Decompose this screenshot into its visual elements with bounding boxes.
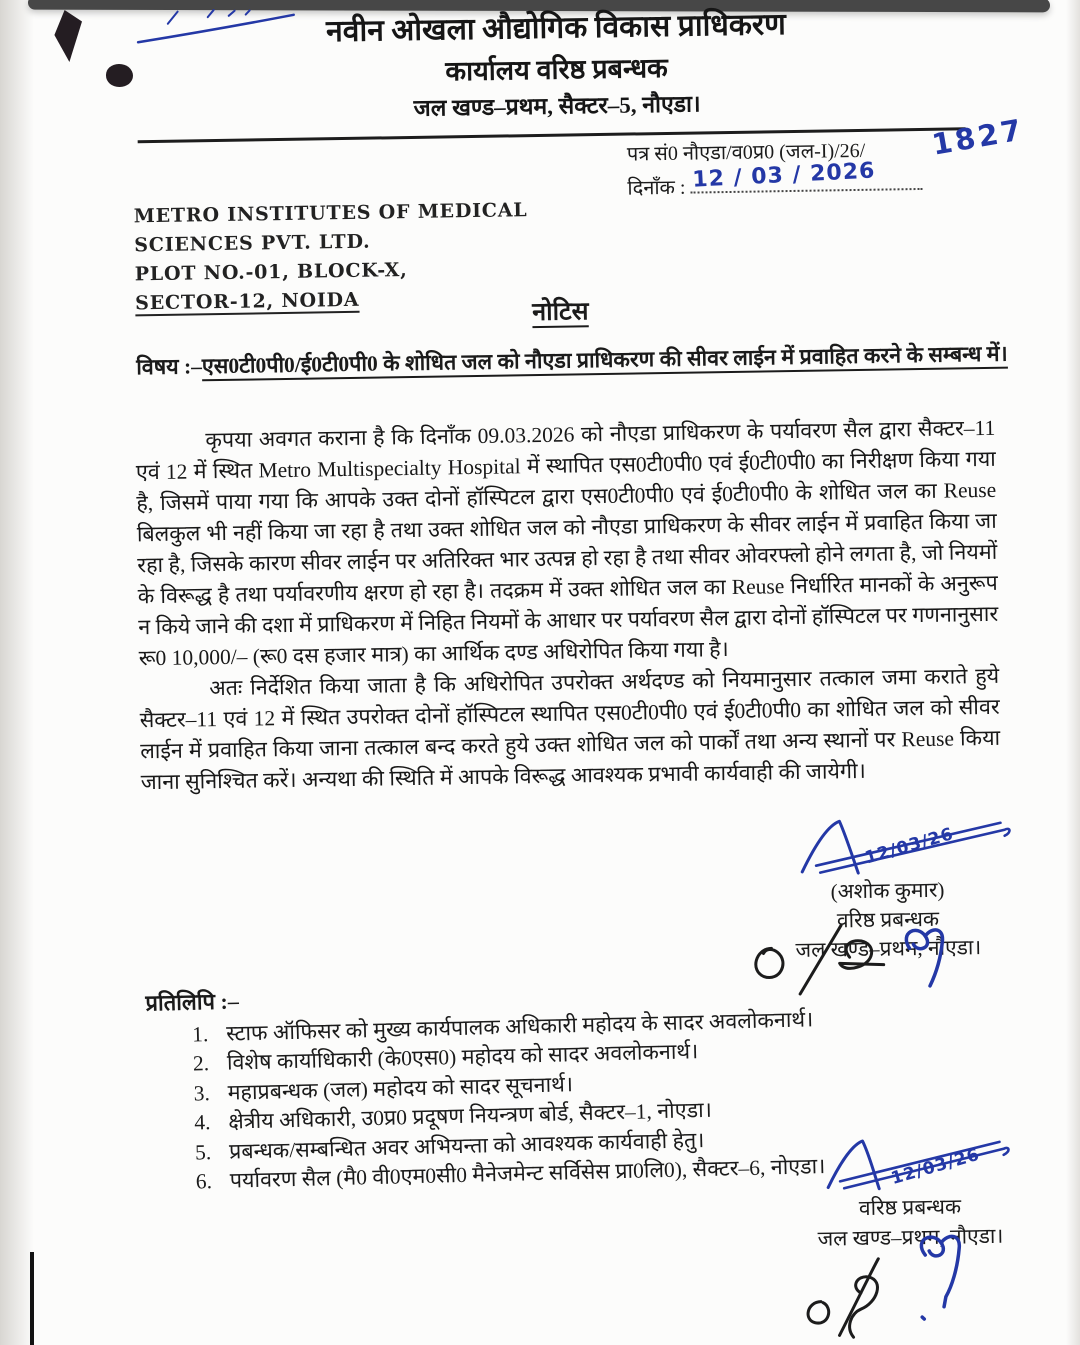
reference-block <box>626 112 1058 205</box>
division-address: जल खण्ड–प्रथम, सैक्टर–5, नौएडा। <box>413 91 701 121</box>
signatory-designation: वरिष्ठ प्रबन्धक <box>836 906 940 933</box>
copy-item: 3. महाप्रबन्धक (जल) महोदय को सादर सूचनार्थ। <box>193 1072 574 1106</box>
notice-title: नोटिस <box>532 298 589 327</box>
subject-text: एस0टी0पी0/ई0टी0पी0 के शोधित जल को नौएडा प्राधिकरण की सीवर लाईन में प्रवाहित करने के सम्बन्ध में। <box>201 341 1008 379</box>
addressee-line: SCIENCES PVT. LTD. <box>134 230 371 257</box>
copy-item: 1. स्टाफ ऑफिसर को मुख्य कार्यपालक अधिकारी महोदय के सादर अवलोकनार्थ। <box>191 1007 814 1047</box>
subject-line <box>136 336 1062 386</box>
body-paragraph-1: कृपया अवगत कराना है कि दिनाँक 09.03.2026 को नौएडा प्राधिकरण के पर्यावरण सैल द्वारा सैक्टर–11 एवं 12 में स्थित Metro Multispecialty Hospital में स्थापित एस0टी0पी0 एवं ई0टी0पी0 का निरीक्षण किया गया है, जिसमें पाया गया कि आपके उक्त दोनों हॉस्पिटल द्वारा एस0टी0पी0 एवं ई0टी0पी0 के शोधित जल का Reuse बिलकुल भी नहीं किया जा रहा है तथा उक्त शोधित जल को नौएडा प्राधिकरण के सीवर लाईन में प्रवाहित किया जा रहा है, जिसके कारण सीवर लाईन पर अतिरिक्त भार उत्पन्न हो रहा है तथा सीवर ओवरफ्लो होने लगता है, जो नियमों के विरूद्ध है तथा पर्यावरणीय क्षरण हो रहा है। तदक्रम में उक्त शोधित जल का Reuse निर्धारित मानकों के अनुरूप न किये जाने की दशा में प्राधिकरण में निहित नियमों के आधार पर पर्यावरण सैल द्वारा दोनों हॉस्पिटल पर गणनानुसार रू0 10,000/– (रू0 दस हजार मात्र) का आर्थिक दण्ड अधिरोपित किया गया है। <box>135 415 999 671</box>
letter-number-handwritten: 1827 <box>929 112 1027 162</box>
addressee-line: PLOT NO.-01, BLOCK-X, <box>134 259 408 286</box>
authority-name: नवीन ओखला औद्योगिक विकास प्राधिकरण <box>325 8 787 49</box>
copy-item: 5. प्रबन्धक/सम्बन्धित अवर अभियन्ता को आवश्यक कार्यवाही हेतु। <box>194 1127 705 1165</box>
signature-date-handwritten: 12/03/26 <box>862 824 957 869</box>
letter-number-printed: पत्र सं0 नौएडा/व0प्र0 (जल-I)/26/ <box>626 139 866 166</box>
signature-date-handwritten: 12/03/26 <box>888 1144 983 1189</box>
copy-item: 6. पर्यावरण सैल (मै0 वी0एम0सी0 मैनेजमेन्ट सर्विसेस प्रा0लि0), सैक्टर–6, नोएडा। <box>195 1154 826 1194</box>
signatory-designation: वरिष्ठ प्रबन्धक <box>858 1194 962 1221</box>
signatory-office: जल खण्ड–प्रथम, नौएडा। <box>817 1223 1004 1251</box>
addressee-line: METRO INSTITUTES OF MEDICAL <box>133 199 528 228</box>
copies-label: प्रतिलिपि :– <box>145 988 240 1016</box>
copy-item: 2. विशेष कार्याधिकारी (के0एस0) महोदय को सादर अवलोकनार्थ। <box>192 1039 699 1076</box>
letterhead <box>141 1 973 130</box>
copy-item: 4. क्षेत्रीय अधिकारी, उ0प्र0 प्रदूषण नियन्त्रण बोर्ड, सैक्टर–1, नोएडा। <box>194 1098 713 1135</box>
letter-body <box>135 413 1001 798</box>
date-label: दिनाँक : <box>627 176 686 200</box>
signatory-name: (अशोक कुमार) <box>830 877 945 904</box>
signatory-office: जल खण्ड–प्रथम, नौएडा। <box>795 935 982 963</box>
date-line <box>627 158 1057 205</box>
office-name: कार्यालय वरिष्ठ प्रबन्धक <box>445 52 669 87</box>
date-dotted-line <box>690 158 922 194</box>
subject-label: विषय :– <box>136 354 203 380</box>
body-paragraph-2: अतः निर्देशित किया जाता है कि अधिरोपित उपरोक्त अर्थदण्ड को नियमानुसार तत्काल जमा कराते हुये सैक्टर–11 एवं 12 में स्थित उपरोक्त दोनों हॉस्पिटल स्थापित एस0टी0पी0 एवं ई0टी0पी0 का शोधित जल को सीवर लाईन में प्रवाहित किया जाना तत्काल बन्द करते हुये उक्त शोधित जल को पार्कों तथा अन्य स्थानों पर Reuse किया जाना सुनिश्चित करें। अन्यथा की स्थिति में आपके विरूद्ध आवश्यक प्रभावी कार्यवाही की जायेगी। <box>139 663 1001 795</box>
oc-initials-mark <box>798 1244 919 1341</box>
addressee-line: SECTOR-12, NOIDA <box>135 288 360 315</box>
date-handwritten: 12 / 03 / 2026 <box>691 158 876 193</box>
signature-flourish <box>795 813 1018 878</box>
pen-initials-mark <box>903 1228 994 1324</box>
signature-flourish <box>821 1132 1032 1193</box>
